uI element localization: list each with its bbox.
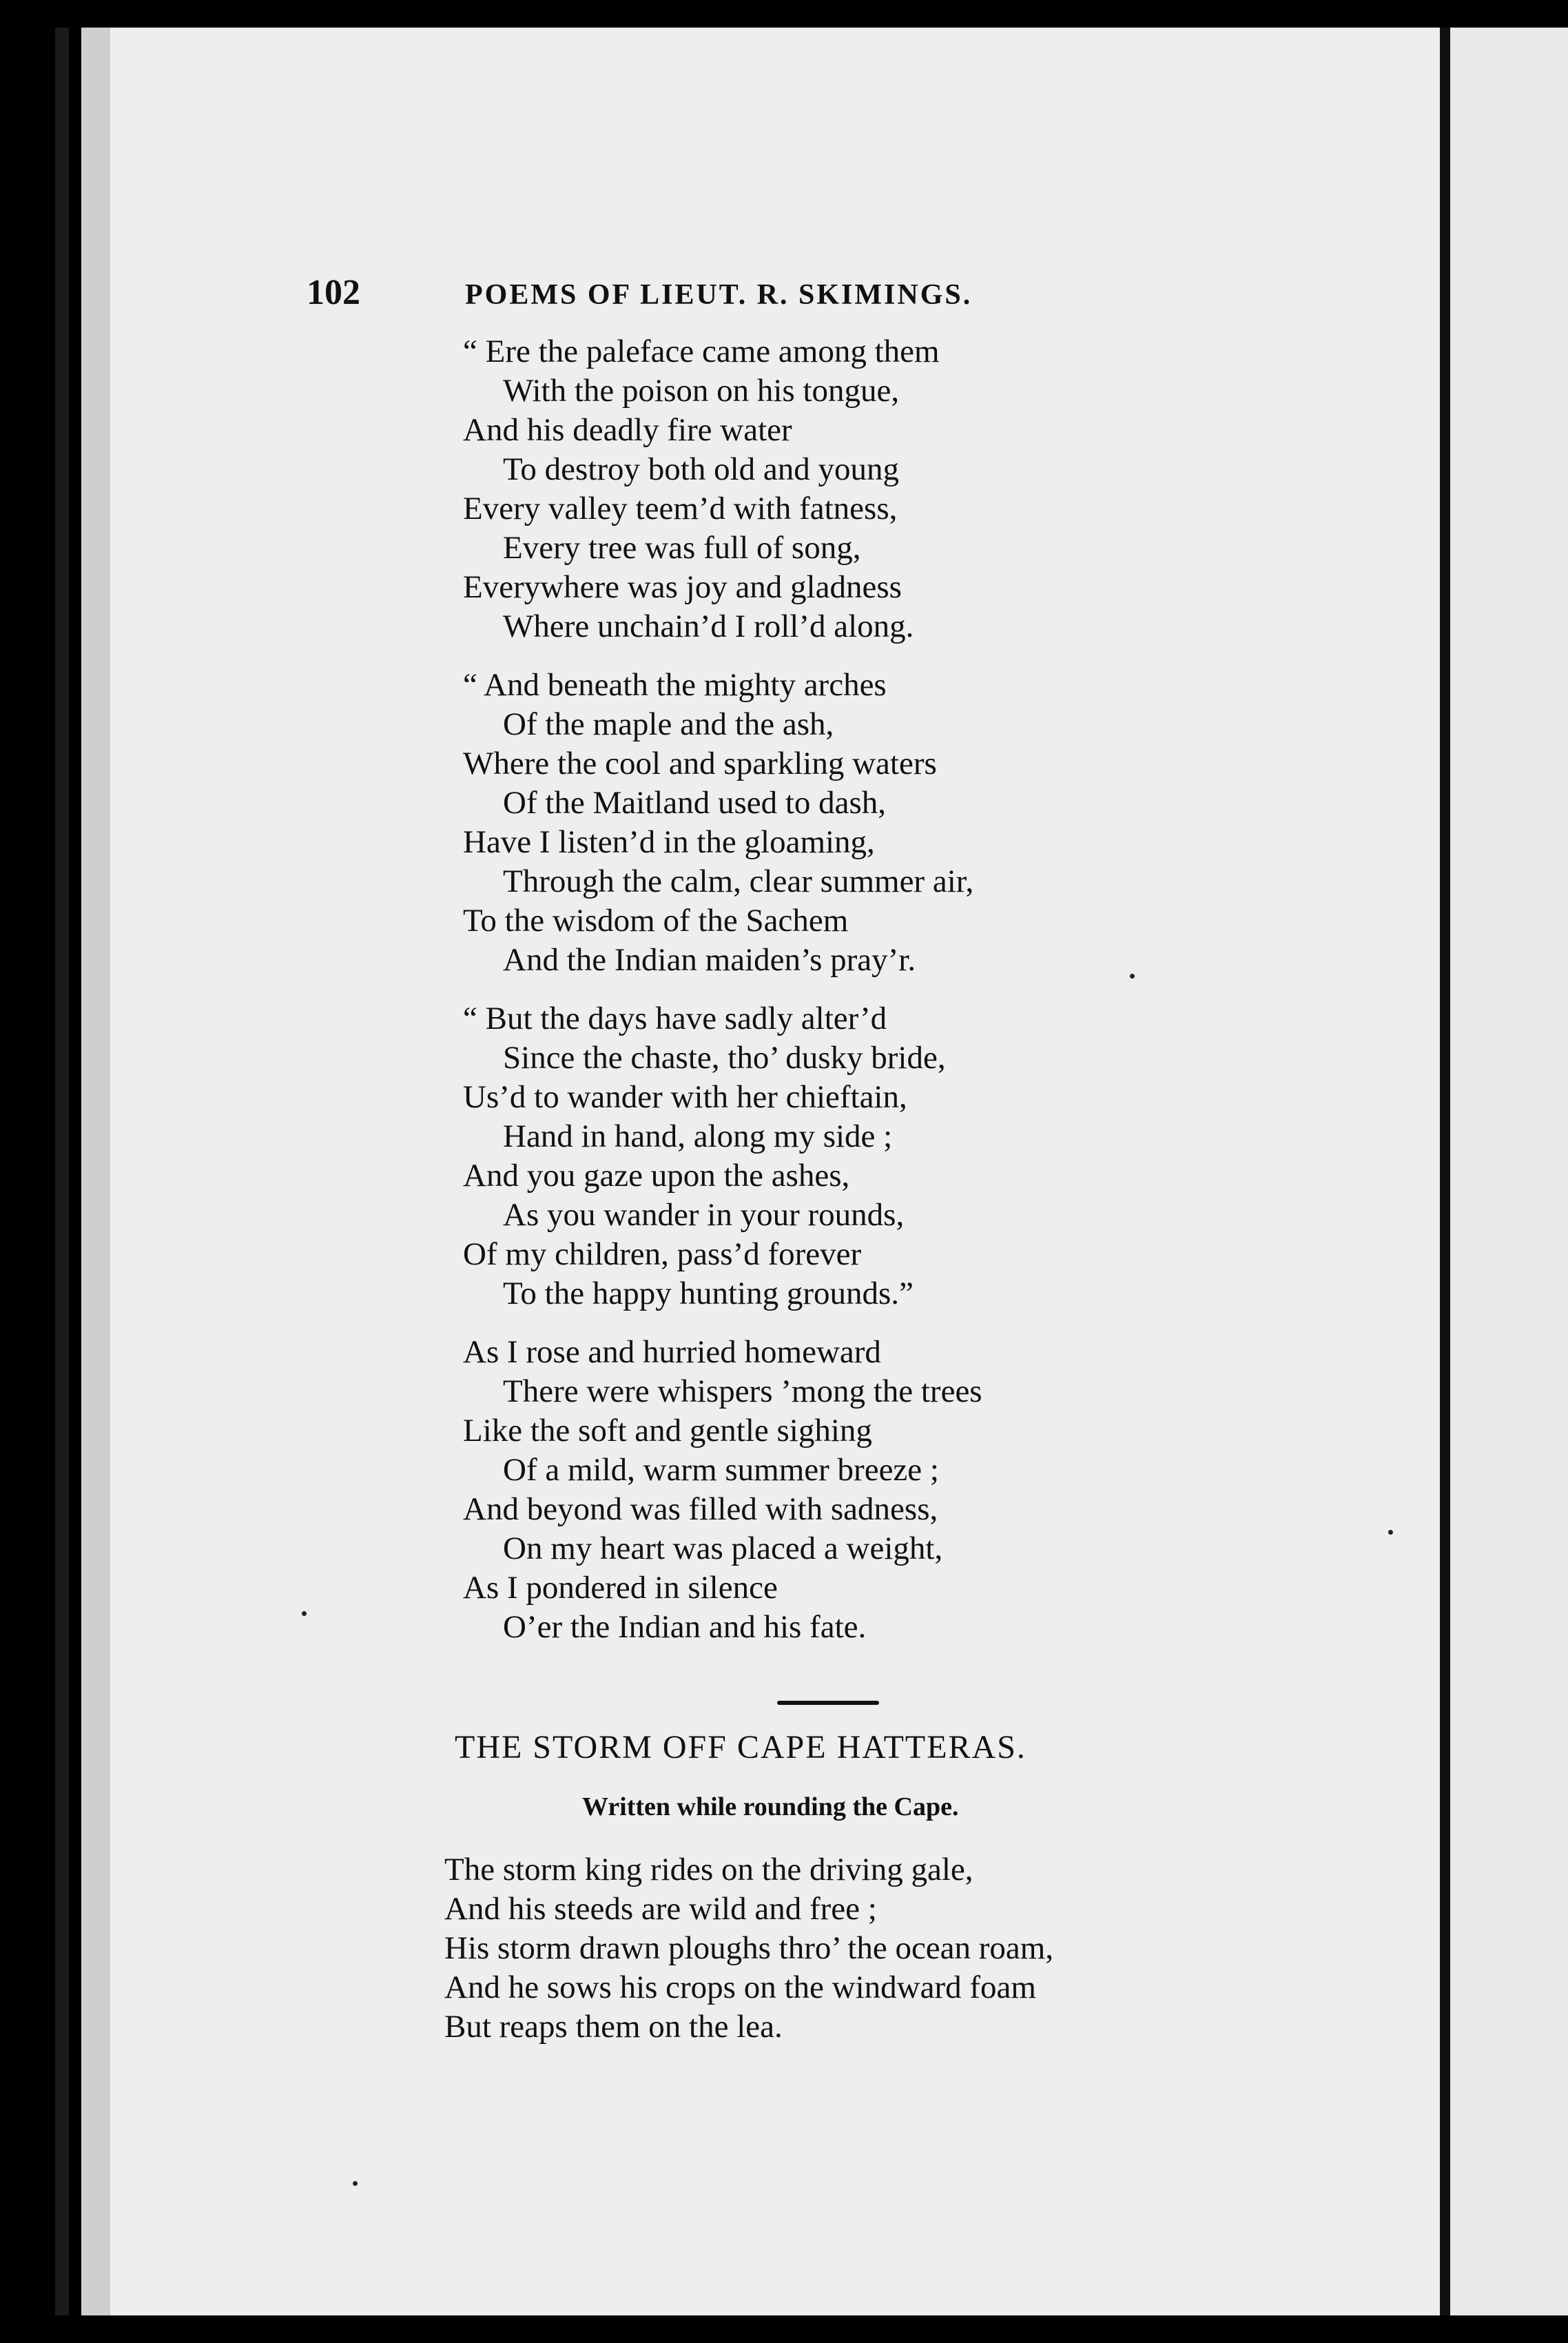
poem-line: To destroy both old and young (503, 451, 900, 487)
poem-line: Hand in hand, along my side ; (503, 1118, 893, 1154)
stanza (463, 666, 982, 980)
stanza (463, 999, 982, 1313)
binding-shadow (55, 28, 69, 2315)
indian-poem-stanzas (463, 332, 982, 1666)
poem-line: And his steeds are wild and free ; (444, 1891, 877, 1927)
poem-line: Of the maple and the ash, (503, 706, 834, 742)
stanza (463, 332, 982, 646)
poem-line: As I rose and hurried homeward (463, 1334, 881, 1370)
poem-line: And the Indian maiden’s pray’r. (503, 942, 916, 978)
poem-line: As you wander in your rounds, (503, 1197, 905, 1233)
section-title: THE STORM OFF CAPE HATTERAS. (455, 1729, 1027, 1766)
poem-line: Of a mild, warm summer breeze ; (503, 1452, 939, 1488)
poem-line: Of the Maitland used to dash, (503, 785, 887, 821)
poem-line: Where unchain’d I roll’d along. (503, 608, 914, 644)
poem-line: But reaps them on the lea. (444, 2009, 783, 2045)
poem-line: As I pondered in silence (463, 1570, 778, 1606)
facing-page-edge (1450, 28, 1568, 2315)
poem-line: “ And beneath the mighty arches (463, 667, 887, 703)
poem-line: His storm drawn ploughs thro’ the ocean roam, (444, 1930, 1054, 1966)
section-subtitle: Written while rounding the Cape. (582, 1792, 959, 1821)
binding-edge (81, 28, 110, 2315)
poem-line: O’er the Indian and his fate. (503, 1609, 867, 1645)
section-divider (777, 1701, 879, 1705)
poem-line: To the happy hunting grounds.” (503, 1276, 914, 1311)
poem-line: Everywhere was joy and gladness (463, 569, 902, 605)
page-gutter (1440, 28, 1450, 2315)
stanza (463, 1333, 982, 1647)
poem-line: With the poison on his tongue, (503, 373, 900, 409)
poem-line: And beyond was filled with sadness, (463, 1491, 938, 1527)
poem-line: “ Ere the paleface came among them (463, 334, 940, 369)
poem-line: To the wisdom of the Sachem (463, 903, 849, 939)
print-speck (353, 2181, 358, 2186)
print-speck (1130, 974, 1135, 979)
poem-line: And you gaze upon the ashes, (463, 1158, 850, 1194)
poem-line: Have I listen’d in the gloaming, (463, 824, 875, 860)
poem-line: Us’d to wander with her chieftain, (463, 1079, 907, 1115)
poem-line: On my heart was placed a weight, (503, 1531, 943, 1566)
poem-line: And he sows his crops on the windward foam (444, 1969, 1036, 2005)
poem-line: The storm king rides on the driving gale, (444, 1852, 973, 1887)
page-number: 102 (307, 273, 360, 312)
poem-line: Where the cool and sparkling waters (463, 746, 937, 781)
poem-line: And his deadly fire water (463, 412, 792, 448)
running-title: POEMS OF LIEUT. R. SKIMINGS. (465, 279, 973, 311)
poem-line: Since the chaste, tho’ dusky bride, (503, 1040, 946, 1076)
poem-line: Every valley teem’d with fatness, (463, 491, 898, 526)
poem-line: There were whispers ’mong the trees (503, 1373, 982, 1409)
poem-line: Like the soft and gentle sighing (463, 1413, 872, 1449)
poem-line: Every tree was full of song, (503, 530, 861, 566)
print-speck (302, 1611, 307, 1616)
storm-poem (444, 1850, 1053, 2047)
poem-line: “ But the days have sadly alter’d (463, 1001, 887, 1036)
poem-line: Of my children, pass’d forever (463, 1236, 862, 1272)
print-speck (1388, 1530, 1393, 1535)
poem-line: Through the calm, clear summer air, (503, 863, 974, 899)
page-header (307, 272, 1147, 313)
